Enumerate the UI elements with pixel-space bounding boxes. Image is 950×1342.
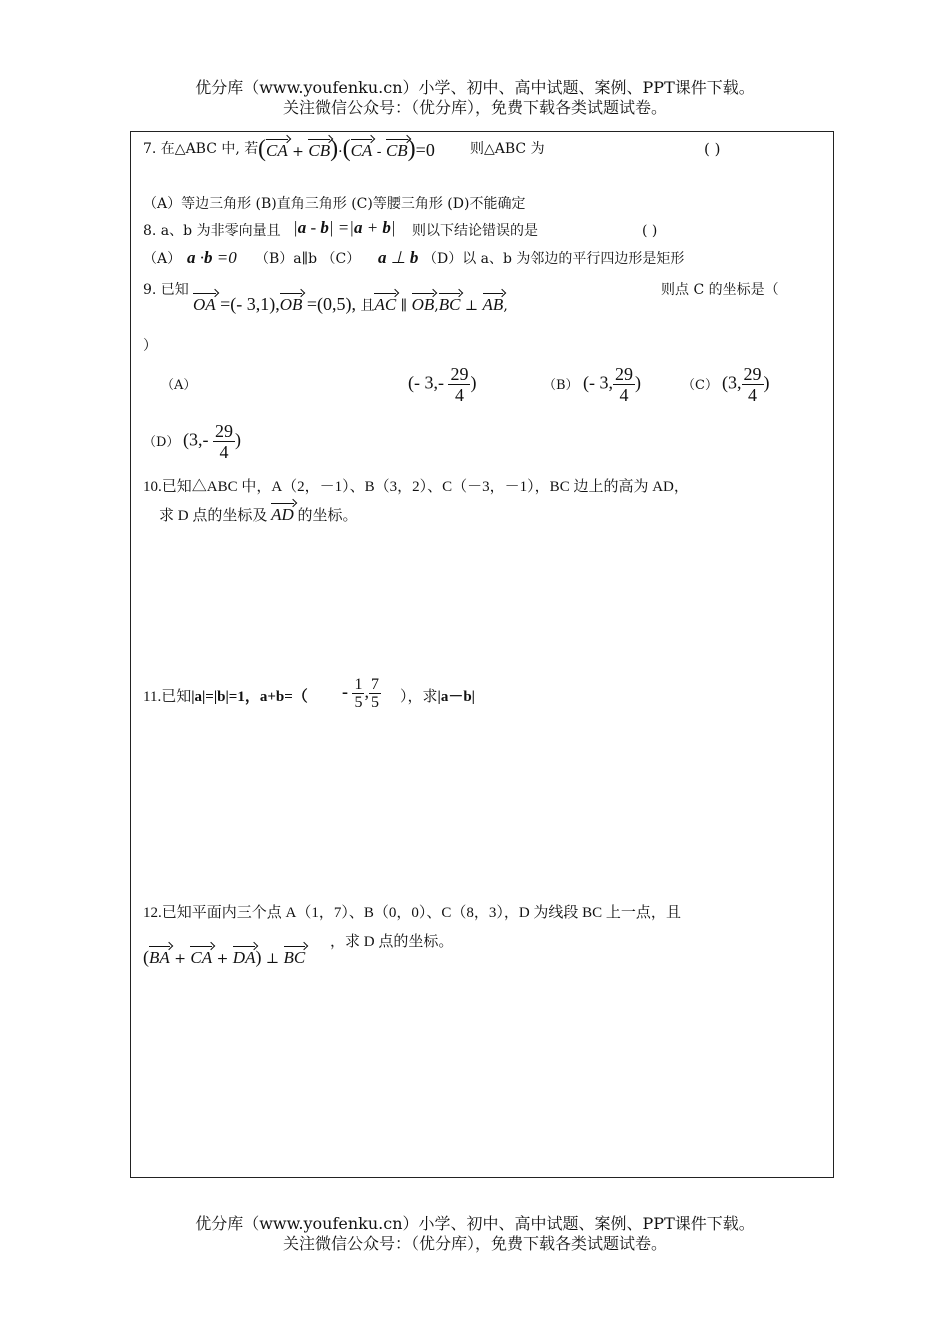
q11-suffix: ），求 (400, 689, 438, 705)
q8-option-a-formula: a ·b =0 (187, 248, 237, 267)
q7-suffix: 则△ABC 为 (470, 141, 545, 157)
q9-option-d-label: （D） (143, 435, 180, 450)
q11-target: |a－b| (437, 689, 475, 705)
q11-vector-value: - $\frac{1}{5}$ , $\frac{7}{5}$ (342, 676, 379, 711)
q8-suffix: 则以下结论错误的是 (412, 223, 538, 239)
q8-condition: |a - b| =|a + b| (293, 218, 396, 237)
q10-line1: 10.已知△ABC 中，A（2，－1）、B（3，2）、C（－3，－1），BC 边上的高为 AD， (143, 479, 689, 495)
q11-condition: |a|=|b|=1， (191, 689, 260, 705)
q9-option-a-label: （A） (161, 378, 197, 393)
q9-formula: OA =(- 3,1),OB =(0,5), 且AC ∥ OB,BC ⊥ AB, (193, 294, 508, 314)
q9-option-d-value: (3,- $\frac{29}{4}$ ) (183, 421, 241, 462)
q9-close-paren: ） (143, 338, 157, 354)
page-footer-line1: 优分库（www.youfenku.cn）小学、初中、高中试题、案例、PPT课件下载。 (195, 1214, 755, 1233)
q11-line (143, 688, 308, 706)
q9-option-b-value: (- 3, $\frac{29}{4}$ ) (583, 364, 641, 405)
q12-line2: ，求 D 点的坐标。 (330, 934, 454, 950)
q8-prefix: 8. a、b 为非零向量且 (143, 223, 281, 239)
q7-formula: (CA + CB)·(CA - CB)=0 (258, 136, 435, 162)
q9-prefix: 9. 已知 (143, 282, 189, 298)
q10-vector-ad: AD (271, 505, 294, 524)
q9-option-c-label: （C） (682, 378, 718, 393)
q12-line1: 12.已知平面内三个点 A（1，7）、B（0，0）、C（8，3），D 为线段 BC 上一点，且 (143, 905, 681, 921)
q7-answer-blank: ( ) (704, 140, 721, 158)
q10-line2-end: 的坐标。 (297, 508, 358, 524)
q7-options: （A）等边三角形 (B)直角三角形 (C)等腰三角形 (D)不能确定 (143, 196, 526, 212)
q7-line (143, 140, 258, 158)
page-footer-line2: 关注微信公众号：（优分库），免费下载各类试题试卷。 (282, 1234, 667, 1253)
q8-option-d: （D）以 a、b 为邻边的平行四边形是矩形 (423, 251, 685, 267)
page-header-line2: 关注微信公众号：（优分库），免费下载各类试题试卷。 (282, 98, 667, 117)
q10-line2-text: 求 D 点的坐标及 (159, 508, 268, 524)
q8-option-a-label: （A） (143, 251, 182, 267)
q9-option-a-value: (- 3,- $\frac{29}{4}$ ) (408, 364, 477, 405)
q8-option-c-formula: a ⊥ b (378, 248, 419, 267)
q11-suffix-line (400, 688, 475, 706)
q9-option-b-label: （B） (543, 378, 579, 393)
q11-prefix: 11.已知 (143, 689, 192, 705)
page-header-line1: 优分库（www.youfenku.cn）小学、初中、高中试题、案例、PPT课件下载。 (195, 78, 755, 97)
q8-answer-blank: ( ) (642, 223, 658, 239)
q9-suffix: 则点 C 的坐标是（ (661, 282, 779, 298)
q8-option-bc: （B）a∥b （C） (255, 251, 361, 267)
q9-option-c-value: (3, $\frac{29}{4}$ ) (722, 364, 770, 405)
q10-line2 (159, 506, 358, 525)
q7-prefix: 7. 在△ABC 中, 若 (143, 141, 259, 157)
q12-formula: (BA + CA + DA) ⊥ BC (143, 947, 306, 967)
q11-sum: a+b=（ (259, 689, 308, 705)
